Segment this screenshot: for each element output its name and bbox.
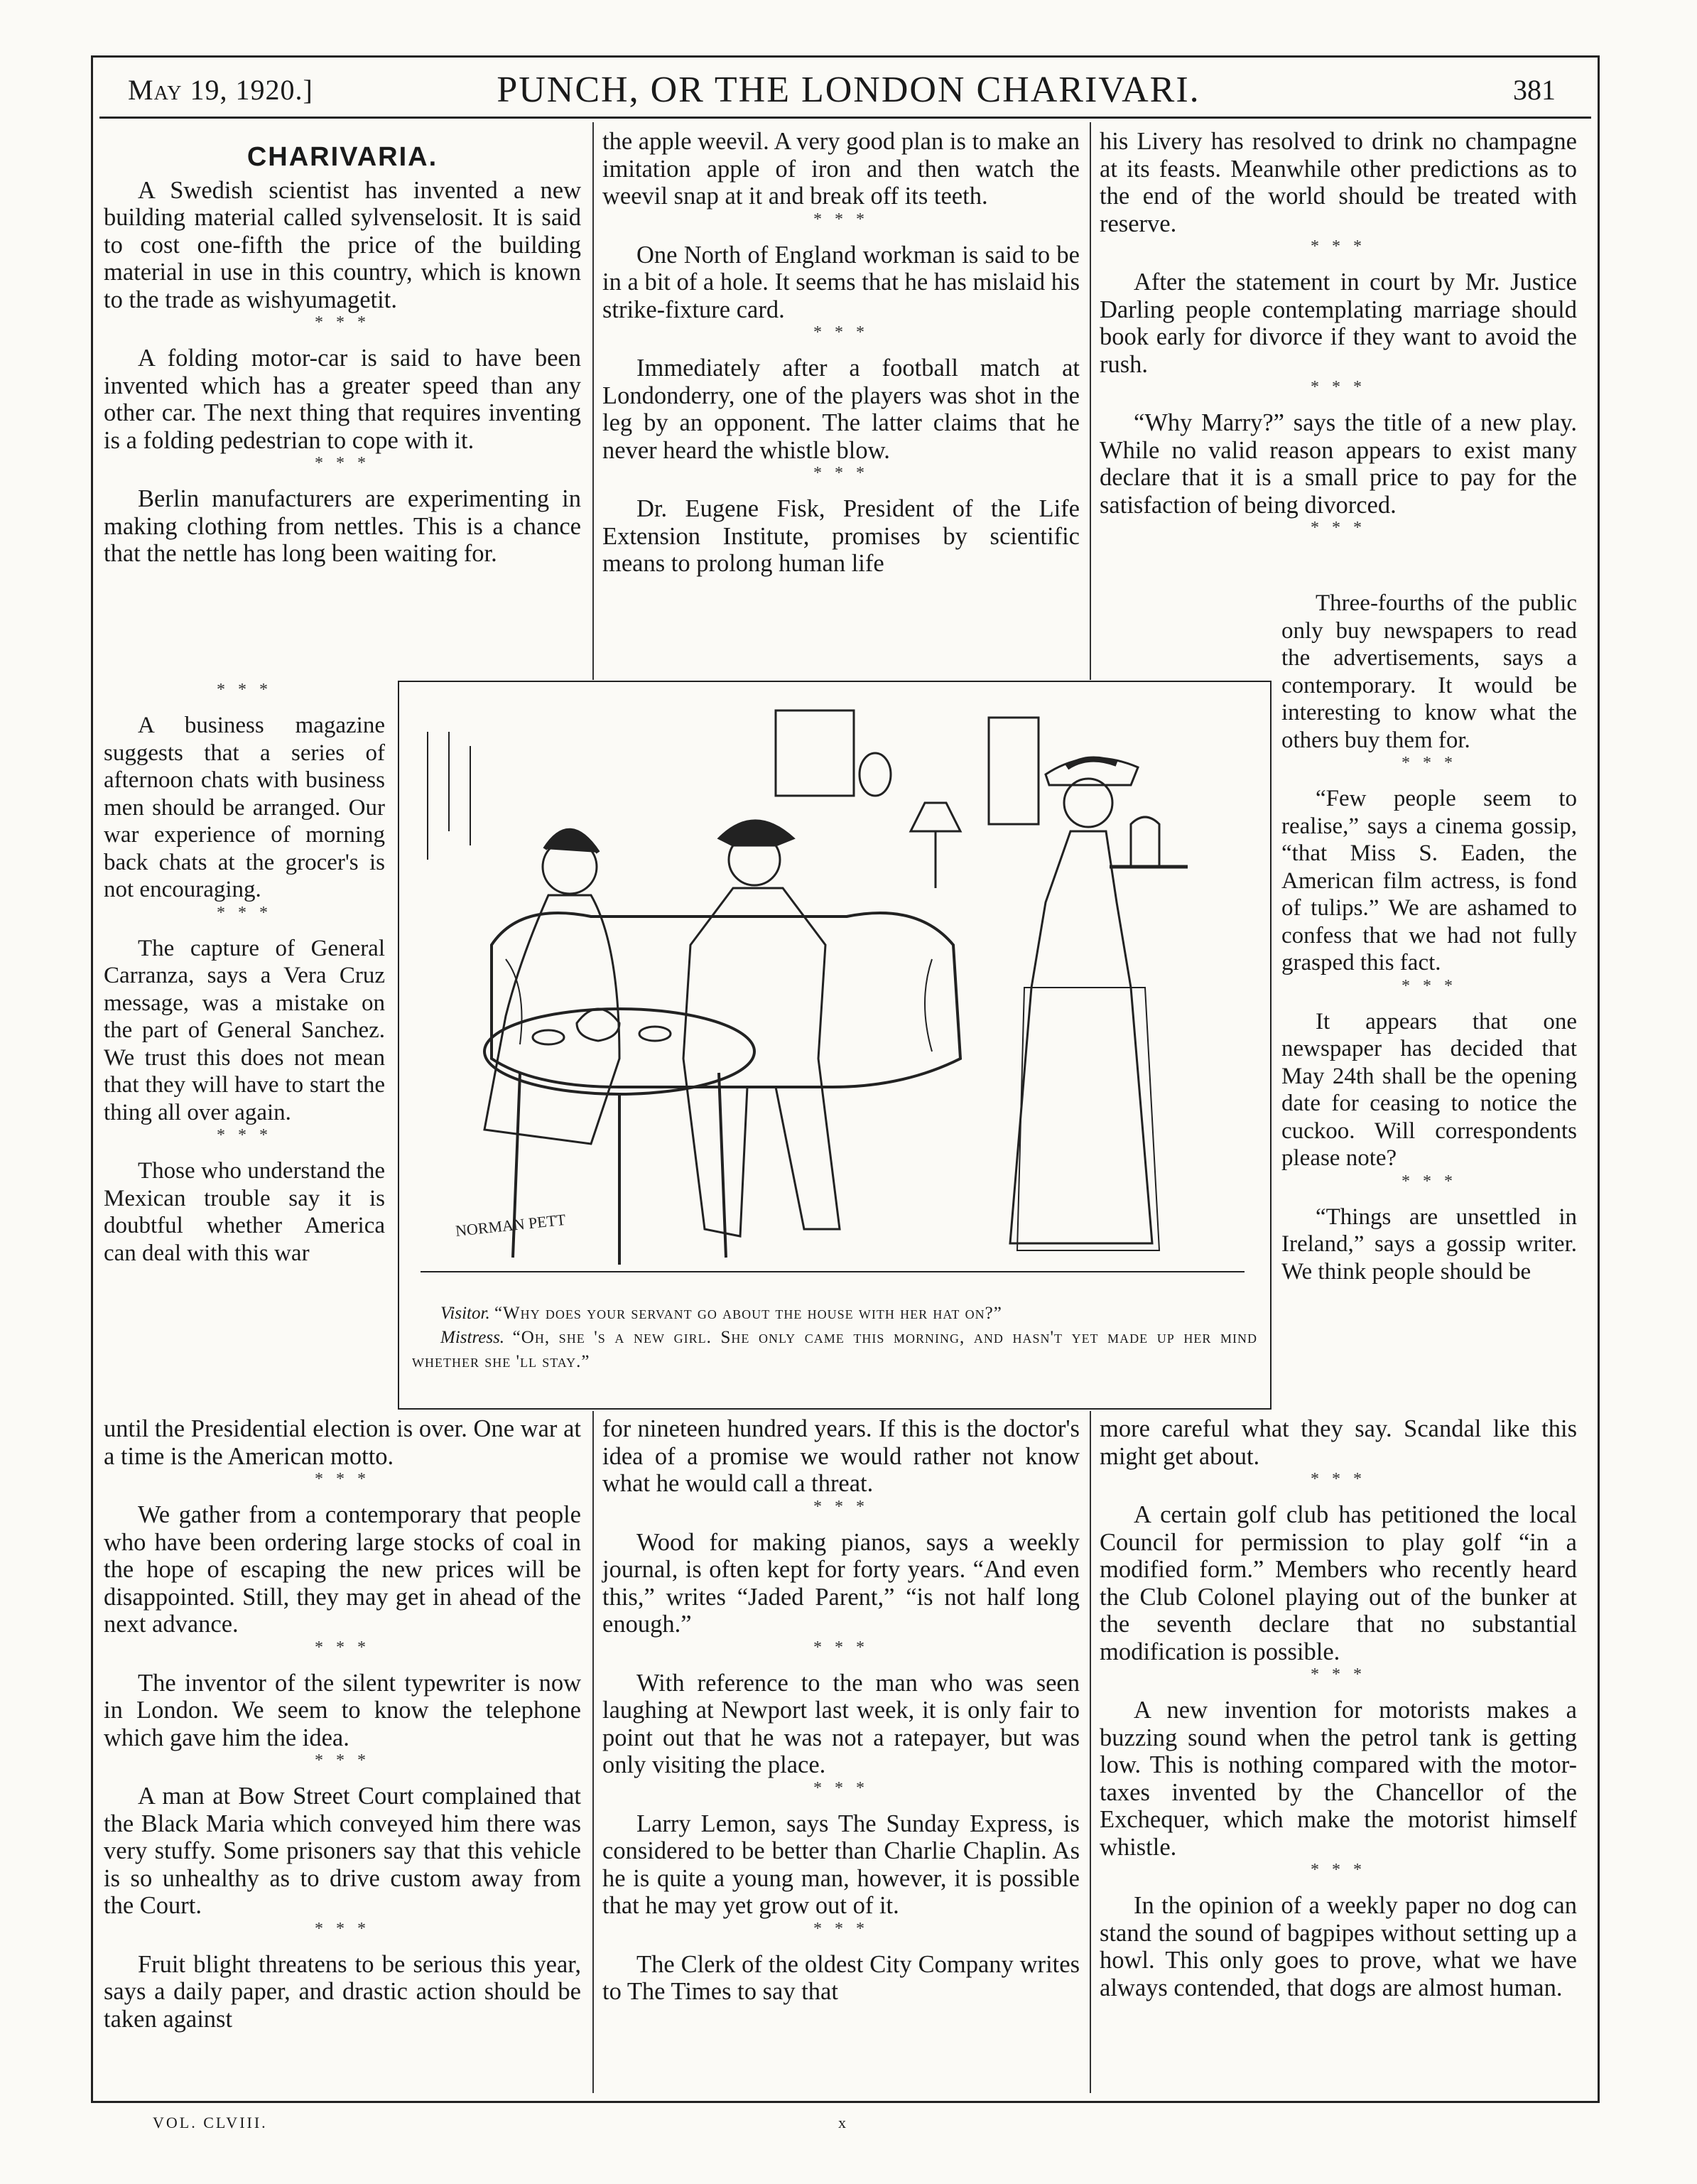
paragraph: A new invention for motorists makes a buzzing sound when the petrol tank is getting low. This is nothing compared with the motor-taxes invented by the Chancellor of the Exchequer, which make the motorist himself whistle.: [1100, 1697, 1577, 1861]
asterism: * * *: [813, 1497, 869, 1516]
paragraph: more careful what they say. Scandal like this might get about.: [1100, 1415, 1577, 1470]
paragraph: Wood for making pianos, says a weekly journal, is often kept for forty years. “And even this,” writes “Jaded Parent,” “is not half long enough.”: [602, 1528, 1080, 1638]
asterism: * * *: [813, 323, 869, 342]
issue-date: May 19, 1920.]: [128, 74, 313, 106]
column-1-top: [104, 128, 581, 568]
picture-frame-icon: [776, 710, 854, 796]
teacup-icon: [533, 1030, 564, 1044]
teapot-icon: [577, 1009, 619, 1041]
asterism: * * *: [1311, 237, 1366, 256]
asterism: * * *: [315, 1751, 370, 1770]
servant-hat-icon: [1046, 758, 1138, 785]
caption-visitor-line: [412, 1302, 1257, 1326]
column-3-narrow: [1281, 590, 1577, 1285]
paragraph: The inventor of the silent typewriter is now in London. We seem to know the telephone which gave him the idea.: [104, 1669, 581, 1751]
paragraph: One North of England workman is said to be in a bit of a hole. It seems that he has mislaid his strike-fixture card.: [602, 241, 1080, 323]
paragraph: until the Presidential election is over. One war at a time is the American motto.: [104, 1415, 581, 1470]
paragraph: The capture of General Carranza, says a Vera Cruz message, was a mistake on the part of General Sanchez. We trust this does not mean that they will have to start the thing all over again.: [104, 935, 385, 1125]
asterism: * * *: [1311, 1665, 1366, 1684]
column-3-top: [1100, 128, 1577, 550]
mirror-icon: [989, 718, 1039, 824]
oval-portrait-icon: [860, 753, 891, 796]
column-rule-2-top: [1090, 122, 1091, 680]
column-1-bottom: [104, 1415, 581, 2033]
paragraph: his Livery has resolved to drink no champagne at its feasts. Meanwhile other predictions as to the end of the world should be treated with reserve.: [1100, 128, 1577, 237]
paragraph: After the statement in court by Mr. Justice Darling people contemplating marriage should book early for divorce if they want to avoid the rush.: [1100, 269, 1577, 378]
paragraph: Berlin manufacturers are experimenting in making clothing from nettles. This is a chance that the nettle has long been waiting for.: [104, 485, 581, 567]
asterism: * * *: [1401, 754, 1457, 772]
paragraph: Those who understand the Mexican trouble say it is doubtful whether America can deal with this war: [104, 1158, 385, 1266]
paragraph: “Things are unsettled in Ireland,” says a gossip writer. We think people should be: [1281, 1204, 1577, 1285]
paragraph: Immediately after a football match at Londonderry, one of the players was shot in the leg by an opponent. The latter claims that he never heard the whistle blow.: [602, 355, 1080, 464]
servant-figure: [1010, 831, 1152, 1243]
visitor-hat-icon: [719, 821, 793, 845]
mistress-figure: [484, 895, 619, 1144]
paragraph: With reference to the man who was seen laughing at Newport last week, it is only fair to point out that he was not a ratepayer, but was only visiting the place.: [602, 1669, 1080, 1778]
caption-mistress-line: [412, 1326, 1257, 1374]
asterism: * * *: [315, 454, 370, 472]
hot-water-jug-icon: [1131, 817, 1159, 867]
asterism: * * *: [217, 681, 272, 699]
paragraph: the apple weevil. A very good plan is to make an imitation apple of iron and then watch the weevil snap at it and break off its teeth.: [602, 128, 1080, 210]
paragraph: A folding motor-car is said to have been invented which has a greater speed than any other car. The next thing that requires inventing is a folding pedestrian to cope with it.: [104, 345, 581, 454]
asterism: * * *: [813, 1778, 869, 1798]
asterism: * * *: [1311, 1470, 1366, 1488]
column-3-bottom: [1100, 1415, 1577, 2001]
artist-signature: NORMAN PETT: [454, 1210, 567, 1240]
asterism: * * *: [813, 464, 869, 482]
cartoon-illustration: [398, 681, 1272, 1410]
asterism: * * *: [315, 1470, 370, 1488]
asterism: * * *: [813, 1919, 869, 1938]
cartoon-drawing: [406, 689, 1263, 1293]
asterism: * * *: [1311, 519, 1366, 537]
paragraph: A business magazine suggests that a series of afternoon chats with business men should be arranged. Our war experience of morning back chats at the grocer's is not encouraging.: [104, 713, 385, 902]
visitor-figure: [683, 888, 840, 1236]
paragraph: “Why Marry?” says the title of a new play. While no valid reason appears to exist many declare that it is a small price to pay for the satisfaction of being divorced.: [1100, 409, 1577, 519]
paragraph: Fruit blight threatens to be serious this year, says a daily paper, and drastic action should be taken against: [104, 1950, 581, 2033]
column-rule-2-bottom: [1090, 1411, 1091, 2093]
asterism: * * *: [217, 903, 272, 922]
volume-label: VOL. CLVIII.: [153, 2114, 268, 2131]
paragraph: Three-fourths of the public only buy newspapers to read the advertisements, says a contemporary. It would be interesting to know what the others buy them for.: [1281, 590, 1577, 753]
caption-visitor-text: “Why does your servant go about the house with her hat on?”: [494, 1304, 1002, 1323]
cartoon-caption: [412, 1302, 1257, 1374]
caption-mistress-label: Mistress.: [440, 1328, 505, 1347]
column-2-bottom: [602, 1415, 1080, 2006]
sofa-icon: [492, 913, 960, 1087]
column-rule-1-bottom: [592, 1411, 594, 2093]
paragraph: It appears that one newspaper has decided that May 24th shall be the opening date for ceasing to notice the cuckoo. Will correspondents please note?: [1281, 1008, 1577, 1171]
asterism: * * *: [315, 1919, 370, 1938]
teacup-icon: [639, 1027, 671, 1041]
paragraph: In the opinion of a weekly paper no dog can stand the sound of bagpipes without setting up a howl. This only goes to prove, what we have always contended, that dogs are almost human.: [1100, 1892, 1577, 2001]
column-2-top: [602, 128, 1080, 578]
servant-apron: [1017, 988, 1159, 1250]
paragraph: Dr. Eugene Fisk, President of the Life Extension Institute, promises by scientific means to prolong human life: [602, 495, 1080, 577]
signature-mark: x: [838, 2114, 848, 2131]
asterism: * * *: [315, 313, 370, 332]
paragraph: The Clerk of the oldest City Company writes to The Times to say that: [602, 1950, 1080, 2005]
paragraph: Larry Lemon, says The Sunday Express, is considered to be better than Charlie Chaplin. As he is quite a young man, however, it is possible that he may yet grow out of it.: [602, 1810, 1080, 1919]
paragraph: A Swedish scientist has invented a new building material called sylvenselosit. It is said to cost one-fifth the price of the building material in use in this country, which is known to the trade as wishyumagetit.: [104, 176, 581, 313]
asterism: * * *: [813, 210, 869, 229]
header-rule: [99, 117, 1591, 119]
asterism: * * *: [1401, 976, 1457, 995]
paragraph: A man at Bow Street Court complained that the Black Maria which conveyed him there was very stuffy. Some prisoners say that this vehicle is so unhealthy as to drive custom away from the Court.: [104, 1783, 581, 1919]
section-title: CHARIVARIA.: [246, 142, 438, 172]
paragraph: for nineteen hundred years. If this is the doctor's idea of a promise we would rather not know what he would call a threat.: [602, 1415, 1080, 1497]
paragraph: “Few people seem to realise,” says a cinema gossip, “that Miss S. Eaden, the American film actress, is fond of tulips.” We are ashamed to confess that we had not fully grasped this fact.: [1281, 786, 1577, 975]
asterism: * * *: [217, 1126, 272, 1145]
asterism: * * *: [315, 1638, 370, 1657]
column-1-narrow: [104, 681, 385, 1267]
asterism: * * *: [813, 1638, 869, 1657]
paragraph: A certain golf club has petitioned the local Council for permission to play golf “in a modified form.” Members who recently heard the Club Colonel playing out of the bunker at the seventh declare that no substantial modification is possible.: [1100, 1501, 1577, 1665]
masthead-title: PUNCH, OR THE LONDON CHARIVARI.: [497, 70, 1200, 110]
asterism: * * *: [1401, 1172, 1457, 1191]
asterism: * * *: [1311, 378, 1366, 396]
page-number: 381: [1513, 74, 1556, 106]
caption-mistress-text: “Oh, she 's a new girl. She only came this morning, and hasn't yet made up her mind whether she 'll stay.”: [412, 1328, 1257, 1371]
caption-visitor-label: Visitor.: [440, 1304, 490, 1323]
lamp-icon: [911, 803, 960, 831]
asterism: * * *: [1311, 1861, 1366, 1879]
column-rule-1-top: [592, 122, 594, 680]
paragraph: We gather from a contemporary that people who have been ordering large stocks of coal in the hope of escaping the new prices will be disappointed. Still, they may get in ahead of the next advance.: [104, 1501, 581, 1638]
